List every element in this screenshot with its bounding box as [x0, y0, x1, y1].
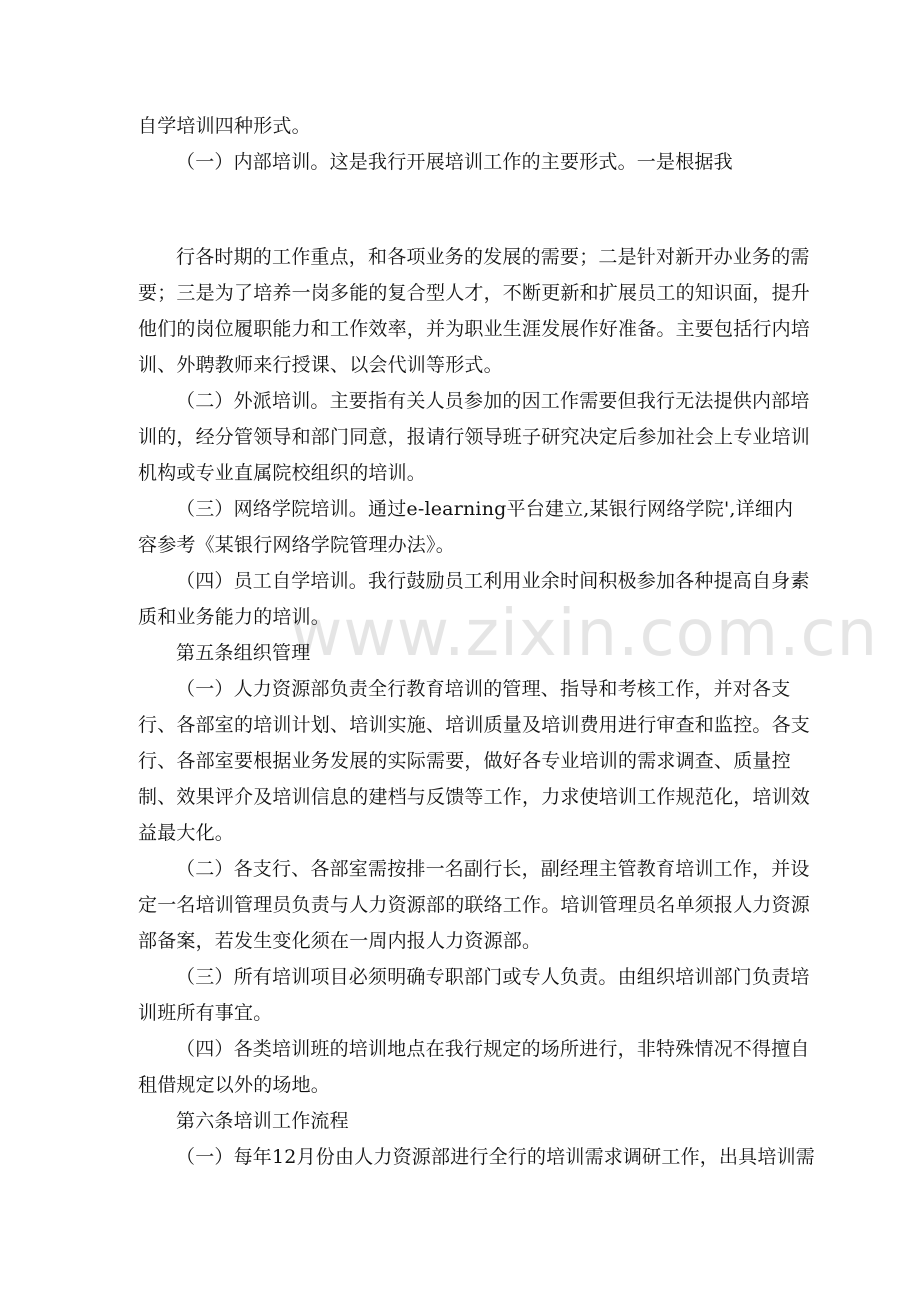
section-heading: 第五条组织管理	[176, 642, 311, 664]
watermark: www.zixin.com.cn	[290, 597, 879, 671]
text-line: （一）每年12月份由人力资源部进行全行的培训需求调研工作，出具培训需	[176, 1146, 815, 1168]
text-line: （一）人力资源部负责全行教育培训的管理、指导和考核工作，并对各支	[176, 678, 791, 700]
text-line: 部备案，若发生变化须在一周内报人力资源部。	[138, 930, 542, 952]
section-heading: 第六条培训工作流程	[176, 1110, 349, 1132]
text-line: 容参考《某银行网络学院管理办法》。	[138, 534, 455, 556]
text-line: 机构或专业直属院校组织的培训。	[138, 462, 427, 484]
text-line: 自学培训四种形式。	[138, 115, 311, 137]
text-line: （四）员工自学培训。我行鼓励员工利用业余时间积极参加各种提高自身素	[176, 570, 810, 592]
text-line: 训的，经分管领导和部门同意，报请行领导班子研究决定后参加社会上专业培训	[138, 426, 811, 448]
text-line: （三）所有培训项目必须明确专职部门或专人负责。由组织培训部门负责培	[176, 966, 810, 988]
text-line: 制、效果评介及培训信息的建档与反馈等工作，力求使培训工作规范化，培训效	[138, 786, 811, 808]
text-line: 要；三是为了培养一岗多能的复合型人才，不断更新和扩展员工的知识面，提升	[138, 282, 811, 304]
text-line: （三）网络学院培训。通过e-learning平台建立,某银行网络学院',详细内	[176, 498, 794, 520]
text-line: 他们的岗位履职能力和工作效率，并为职业生涯发展作好准备。主要包括行内培	[138, 318, 811, 340]
text-line: 质和业务能力的培训。	[138, 606, 331, 628]
text-line: 行、各部室的培训计划、培训实施、培训质量及培训费用进行审查和监控。各支	[138, 714, 811, 736]
text-line: 行、各部室要根据业务发展的实际需要，做好各专业培训的需求调查、质量控	[138, 750, 791, 772]
text-line: 租借规定以外的场地。	[138, 1074, 331, 1096]
text-line: （四）各类培训班的培训地点在我行规定的场所进行，非特殊情况不得擅自	[176, 1038, 810, 1060]
text-line: （一）内部培训。这是我行开展培训工作的主要形式。一是根据我	[176, 151, 733, 173]
text-line: 训、外聘教师来行授课、以会代训等形式。	[138, 354, 503, 376]
text-line: 训班所有事宜。	[138, 1002, 273, 1024]
text-line: 行各时期的工作重点，和各项业务的发展的需要；二是针对新开办业务的需	[176, 246, 810, 268]
text-line: 益最大化。	[138, 822, 235, 844]
text-line: （二）各支行、各部室需按排一名副行长，副经理主管教育培训工作，并设	[176, 858, 810, 880]
text-line: （二）外派培训。主要指有关人员参加的因工作需要但我行无法提供内部培	[176, 390, 810, 412]
text-line: 定一名培训管理员负责与人力资源部的联络工作。培训管理员名单须报人力资源	[138, 894, 811, 916]
